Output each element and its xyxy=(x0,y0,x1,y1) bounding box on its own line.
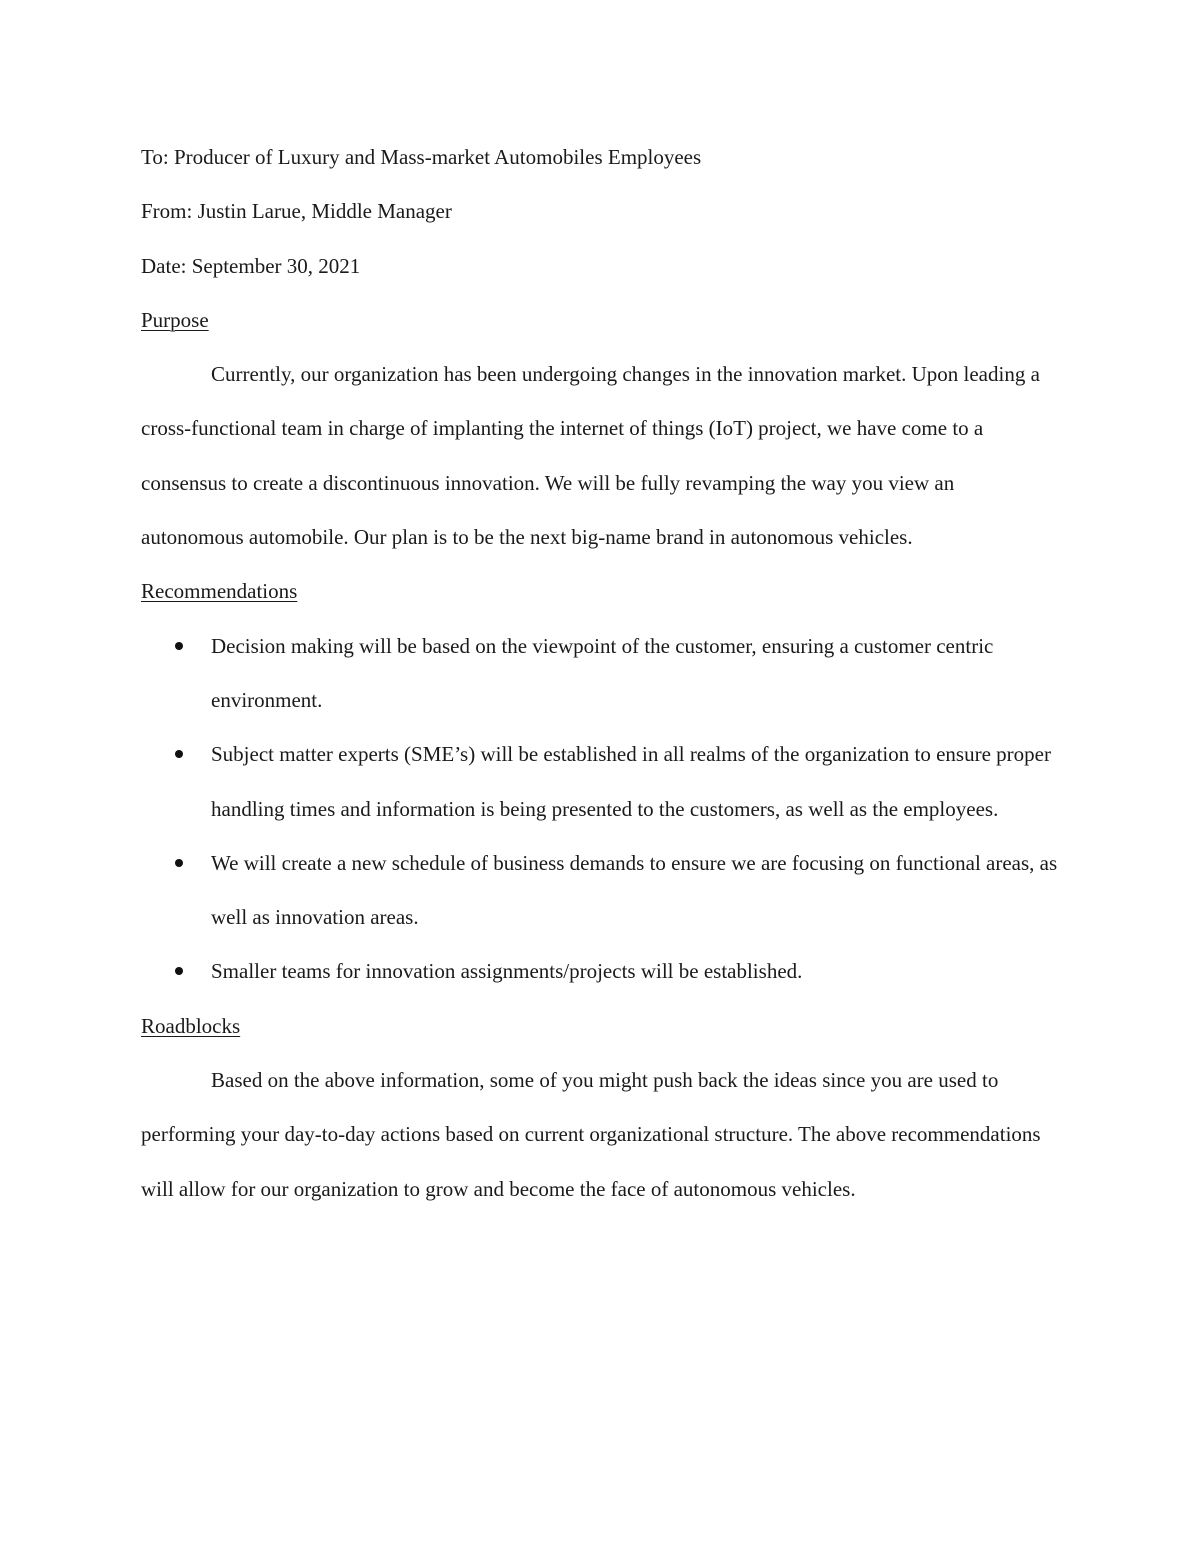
memo-date-line: Date: September 30, 2021 xyxy=(141,253,361,278)
purpose-paragraph: Currently, our organization has been undergoing changes in the innovation market. Upon leading a cross-functional team in charge of implanting the internet of things (IoT) project, we have come to a consensus to create a discontinuous innovation. We will be fully revamping the way you view an autonomous automobile. Our plan is to be the next big-name brand in autonomous vehicles. xyxy=(141,362,1040,550)
memo-body xyxy=(141,130,1061,1216)
recommendation-text: Smaller teams for innovation assignments/projects will be established. xyxy=(211,959,803,984)
recommendation-text: We will create a new schedule of business demands to ensure we are focusing on functional areas, as well as innovation areas. xyxy=(211,850,1058,930)
recommendations-list xyxy=(141,619,1061,999)
recommendation-item xyxy=(141,836,1061,945)
bullet-icon xyxy=(175,750,183,758)
bullet-icon xyxy=(175,967,183,975)
recommendation-item xyxy=(141,619,1061,728)
purpose-heading: Purpose xyxy=(141,307,209,332)
bullet-icon xyxy=(175,859,183,867)
roadblocks-paragraph: Based on the above information, some of you might push back the ideas since you are used to performing your day-to-day actions based on current organizational structure. The above recommendations will allow for our organization to grow and become the face of autonomous vehicles. xyxy=(141,1068,1041,1201)
roadblocks-heading: Roadblocks xyxy=(141,1013,241,1038)
memo-from-line: From: Justin Larue, Middle Manager xyxy=(141,199,452,224)
recommendations-heading: Recommendations xyxy=(141,579,298,604)
recommendation-item xyxy=(141,944,1061,998)
recommendation-text: Subject matter experts (SME’s) will be established in all realms of the organization to ensure proper handling times and information is being presented to the customers, as well as the employees. xyxy=(211,742,1051,821)
memo-to-line: To: Producer of Luxury and Mass-market Automobiles Employees xyxy=(141,145,702,169)
recommendation-item xyxy=(141,727,1061,836)
bullet-icon xyxy=(175,642,183,650)
recommendation-text: Decision making will be based on the viewpoint of the customer, ensuring a customer centric environment. xyxy=(211,633,994,712)
